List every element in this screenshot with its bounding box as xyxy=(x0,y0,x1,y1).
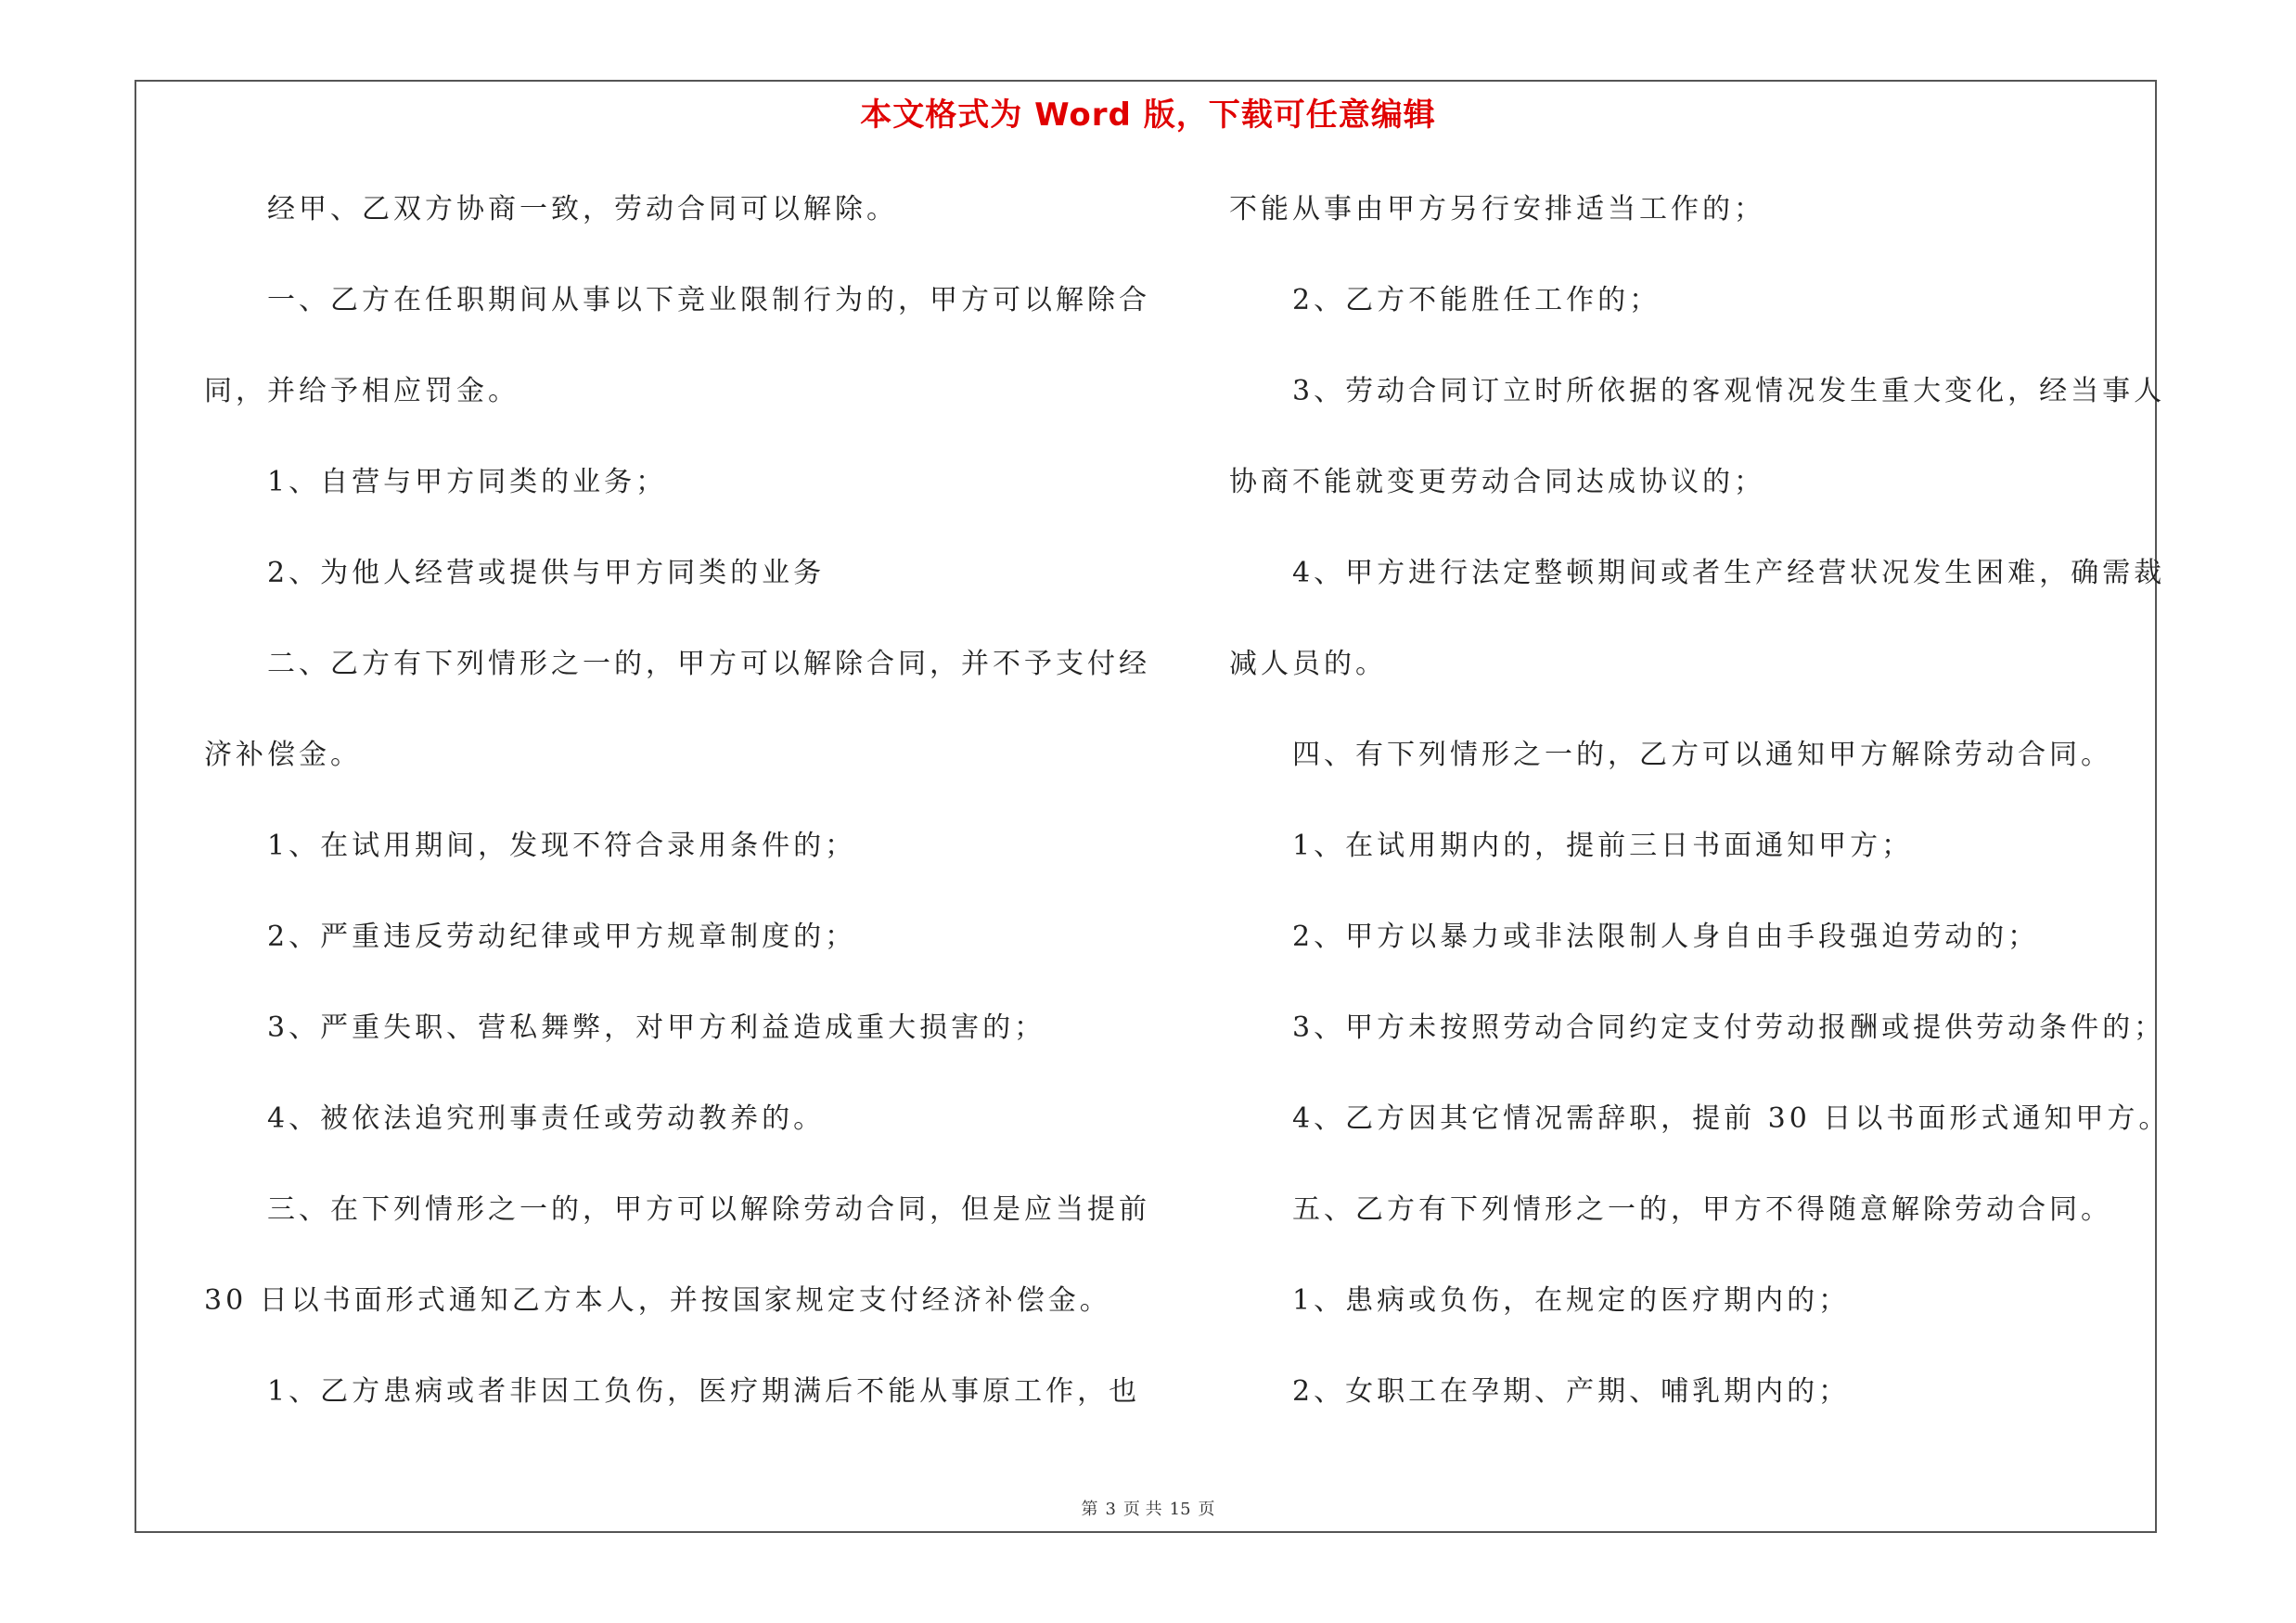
paragraph-line: 1、在试用期间，发现不符合录用条件的； xyxy=(267,830,857,862)
paragraph-line: 1、自营与甲方同类的业务； xyxy=(267,466,668,498)
paragraph-line: 2、乙方不能胜任工作的； xyxy=(1292,284,1661,316)
paragraph-line: 4、被依法追究刑事责任或劳动教养的。 xyxy=(267,1102,826,1135)
header-banner: 本文格式为 Word 版，下载可任意编辑 xyxy=(860,97,1436,134)
footer-prefix: 第 xyxy=(1081,1500,1098,1519)
paragraph-line: 二、乙方有下列情形之一的，甲方可以解除合同，并不予支付经 xyxy=(267,648,1150,680)
paragraph-line: 4、甲方进行法定整顿期间或者生产经营状况发生困难，确需裁 xyxy=(1292,557,2166,589)
left-column xyxy=(204,182,1150,1455)
page-footer xyxy=(0,1496,2296,1520)
paragraph-line: 2、严重违反劳动纪律或甲方规章制度的； xyxy=(267,921,857,953)
paragraph-line: 3、劳动合同订立时所依据的客观情况发生重大变化，经当事人 xyxy=(1292,375,2166,407)
paragraph-line: 3、严重失职、营私舞弊，对甲方利益造成重大损害的； xyxy=(267,1011,1046,1044)
footer-middle: 页 共 xyxy=(1122,1500,1162,1519)
paragraph-line: 1、患病或负伤，在规定的医疗期内的； xyxy=(1292,1284,1851,1317)
paragraph-line: 2、为他人经营或提供与甲方同类的业务 xyxy=(267,557,826,589)
paragraph-line: 三、在下列情形之一的，甲方可以解除劳动合同，但是应当提前 xyxy=(267,1193,1150,1226)
paragraph-line: 一、乙方在任职期间从事以下竞业限制行为的，甲方可以解除合 xyxy=(267,284,1150,316)
footer-suffix: 页 xyxy=(1198,1500,1215,1519)
paragraph-line: 不能从事由甲方另行安排适当工作的； xyxy=(1229,193,1765,225)
paragraph-line: 2、甲方以暴力或非法限制人身自由手段强迫劳动的； xyxy=(1292,921,2040,953)
paragraph-line: 协商不能就变更劳动合同达成协议的； xyxy=(1229,466,1765,498)
paragraph-line: 1、乙方患病或者非因工负伤，医疗期满后不能从事原工作，也 xyxy=(267,1375,1141,1408)
paragraph-line: 济补偿金。 xyxy=(204,739,362,771)
paragraph-line: 4、乙方因其它情况需辞职，提前 30 日以书面形式通知甲方。 xyxy=(1292,1102,2171,1135)
paragraph-line: 3、甲方未按照劳动合同约定支付劳动报酬或提供劳动条件的； xyxy=(1292,1011,2166,1044)
footer-total-pages: 15 xyxy=(1169,1500,1191,1519)
paragraph-line: 同，并给予相应罚金。 xyxy=(204,375,519,407)
paragraph-line: 30 日以书面形式通知乙方本人，并按国家规定支付经济补偿金。 xyxy=(204,1284,1111,1317)
paragraph-line: 五、乙方有下列情形之一的，甲方不得随意解除劳动合同。 xyxy=(1292,1193,2112,1226)
paragraph-line: 四、有下列情形之一的，乙方可以通知甲方解除劳动合同。 xyxy=(1292,739,2112,771)
right-column xyxy=(1229,182,2171,1455)
paragraph-line: 减人员的。 xyxy=(1229,648,1387,680)
paragraph-line: 1、在试用期内的，提前三日书面通知甲方； xyxy=(1292,830,1914,862)
footer-page-number: 3 xyxy=(1105,1500,1116,1519)
paragraph-line: 2、女职工在孕期、产期、哺乳期内的； xyxy=(1292,1375,1851,1408)
paragraph-line: 经甲、乙双方协商一致，劳动合同可以解除。 xyxy=(267,193,898,225)
